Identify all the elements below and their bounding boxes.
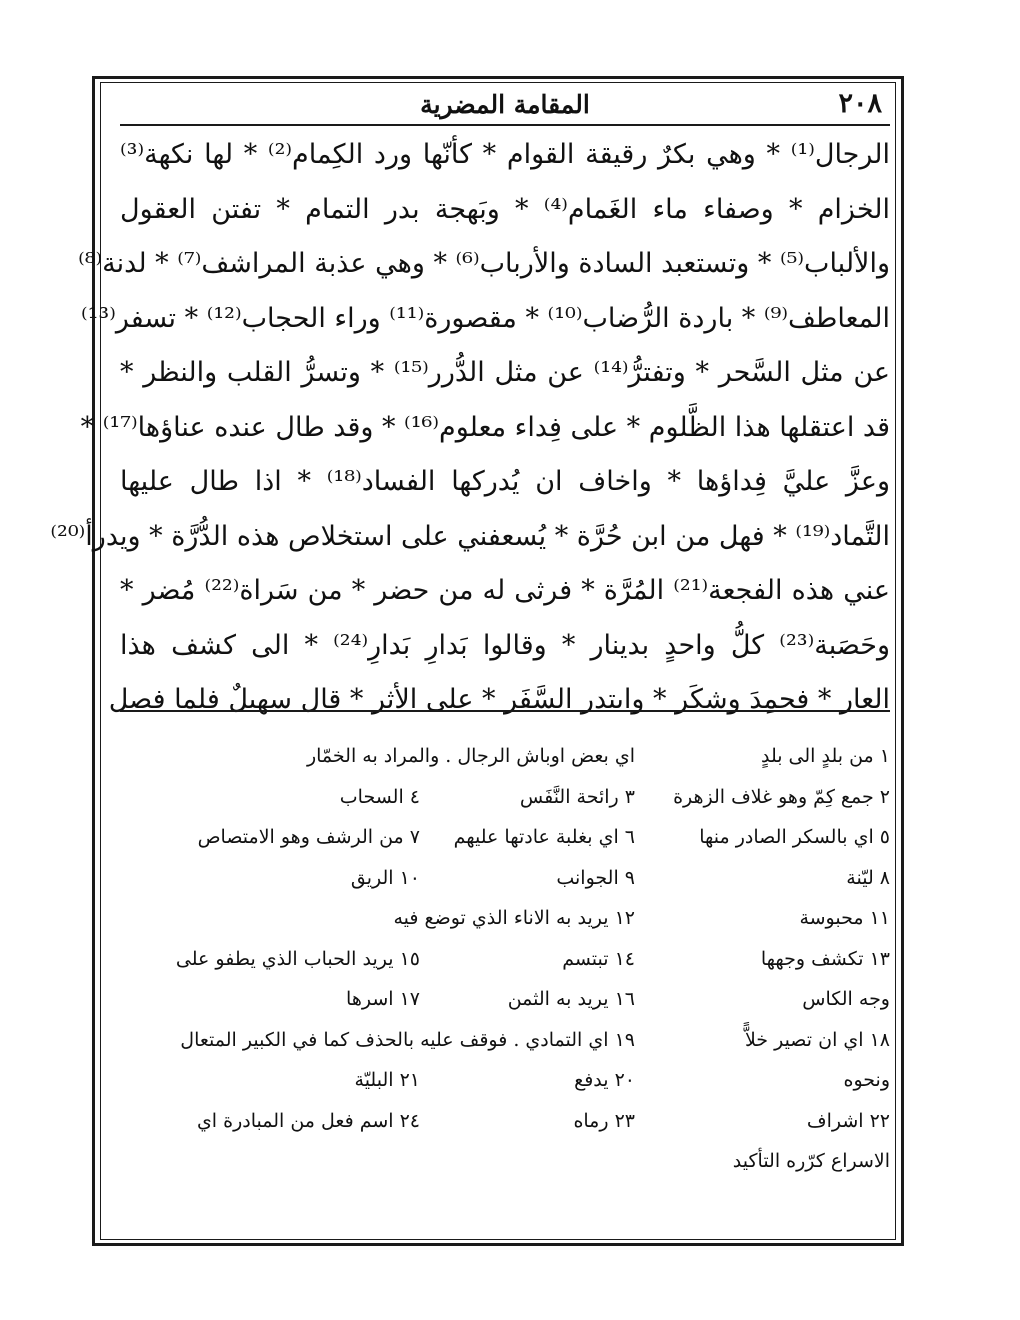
body-line: والألباب⁽⁵⁾ * وتستعبد السادة والأرباب⁽⁶⁾ * وهي عذبة المراشف⁽⁷⁾ * لدنة⁽⁸⁾ — [78, 248, 890, 279]
footnote-row — [120, 1101, 890, 1142]
body-line: المعاطف⁽⁹⁾ * باردة الرُّضاب⁽¹⁰⁾ * مقصورة⁽¹¹⁾ وراء الحجاب⁽¹²⁾ * تسفر⁽¹³⁾ — [80, 302, 890, 334]
footnote: ٢ جمع كِمّ وهو غلاف الزهرة — [673, 785, 890, 808]
footnote: ١٢ يريد به الاناء الذي توضع فيه — [393, 907, 635, 929]
body-line: عني هذه الفجعة⁽²¹⁾ المُرَّة * فرثى له من حضر * من سَراة⁽²²⁾ مُضر * — [120, 575, 890, 606]
body-line: الرجال⁽¹⁾ * وهي بكرٌ رقيقة القوام * كأنّها ورد الكِمام⁽²⁾ * لها نكهة⁽³⁾ — [120, 139, 890, 170]
body-text — [50, 128, 890, 728]
body-line: عن مثل السَّحر * وتفترُّ⁽¹⁴⁾ عن مثل الدُّرر⁽¹⁵⁾ * وتسرُّ القلب والنظر * — [120, 357, 890, 388]
footnote-continuation: الاسراع كرّره التأكيد — [732, 1150, 890, 1172]
running-title: المقامة المضرية — [420, 90, 590, 119]
footnote-row — [120, 1141, 890, 1182]
body-line: التَّماد⁽¹⁹⁾ * فهل من ابن حُرَّة * يُسعفني على استخلاص هذه الدُّرَّة * ويدرأ⁽²⁰⁾ — [50, 520, 890, 552]
body-line: وحَصَبة⁽²³⁾ كلُّ واحدٍ بدينار * وقالوا بَدارِ بَدارِ⁽²⁴⁾ * الى كشف هذا — [120, 629, 890, 661]
footnote: وجه الكاس — [802, 988, 890, 1010]
footnote: ١٣ تكشف وجهها — [760, 947, 890, 970]
footnotes — [120, 736, 890, 1182]
body-line: العار * فحمِدَ وشكَر * وابتدر السَّفَر * على الأثر * قال سهيلٌ فلما فصل — [108, 684, 890, 715]
footnote-row — [120, 1060, 890, 1101]
body-line: وعزَّ عليَّ فِداؤها * واخاف ان يُدركها الفساد⁽¹⁸⁾ * اذا طال عليها — [120, 466, 890, 497]
footnote-row — [120, 817, 890, 858]
footnote-row — [120, 898, 890, 939]
footnote: ٧ من الرشف وهو الامتصاص — [197, 826, 420, 848]
footnote: ١٠ الريق — [350, 866, 420, 889]
footnote: ٢٠ يدفع — [574, 1069, 635, 1091]
footnote: ٣ رائحة النَّفَس — [519, 785, 635, 808]
footnote: اي بعض اوباش الرجال . والمراد به الخمّار — [306, 745, 635, 767]
footnote: ونحوه — [843, 1069, 890, 1091]
body-line: الخزام * وصفاء ماء الغَمام⁽⁴⁾ * وبَهجة بدر التمام * تفتن العقول — [120, 193, 890, 225]
footnote: ١٥ يريد الحباب الذي يطفو على — [175, 947, 420, 970]
footnote: ١٩ اي التمادي . فوقف عليه بالحذف كما في الكبير المتعال — [180, 1028, 635, 1051]
footnote: ١ من بلدٍ الى بلدٍ — [760, 745, 890, 767]
footnote: ٢٣ رماه — [573, 1109, 635, 1132]
footnote: ٢٤ اسم فعل من المبادرة اي — [196, 1109, 420, 1132]
footnote: ١٤ تبتسم — [562, 947, 635, 970]
header-rule — [120, 124, 890, 126]
footnote-row — [120, 858, 890, 899]
footnote-row — [120, 777, 890, 818]
footnote: ٩ الجوانب — [556, 866, 635, 889]
footnote-row — [120, 939, 890, 980]
footnote-row — [120, 1020, 890, 1061]
page-header — [120, 88, 890, 124]
footnote: ١٧ اسرها — [346, 988, 420, 1010]
footnote: ٦ اي بغلبة عادتها عليهم — [453, 826, 635, 848]
footnote: ١٦ يريد به الثمن — [507, 988, 635, 1010]
footnote-rule — [120, 710, 890, 712]
footnote: ٥ اي بالسكر الصادر منها — [699, 826, 890, 848]
footnote: ١١ محبوسة — [799, 907, 890, 929]
page-number: ٢٠٨ — [838, 88, 882, 119]
footnote: ٤ السحاب — [339, 785, 420, 808]
body-line: قد اعتقلها هذا الظَّلوم * على فِداء معلوم⁽¹⁶⁾ * وقد طال عنده عناؤها⁽¹⁷⁾ * — [80, 411, 890, 443]
footnote: ٨ ليّنة — [846, 866, 890, 889]
footnote: ٢٢ اشراف — [806, 1109, 890, 1132]
footnote-row — [120, 979, 890, 1020]
footnote: ٢١ البليّة — [354, 1069, 420, 1091]
footnote-row — [120, 736, 890, 777]
footnote: ١٨ اي ان تصير خلاًّ — [744, 1028, 890, 1051]
